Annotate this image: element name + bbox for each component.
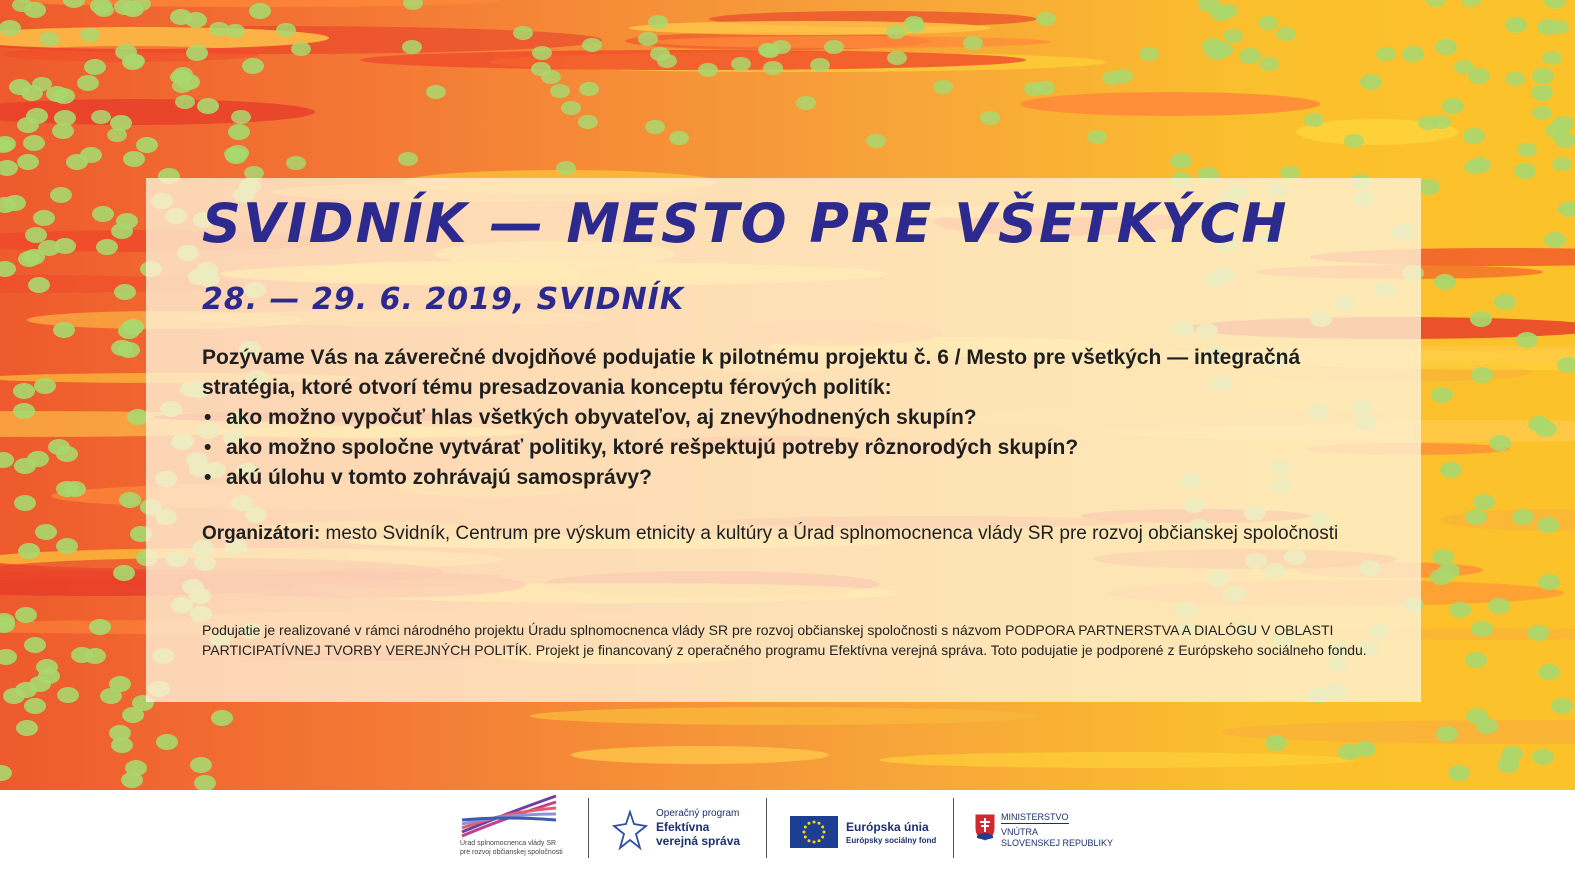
decorative-dot [1473,494,1495,510]
decorative-dot [1402,46,1424,62]
event-intro: Pozývame Vás na záverečné dvojdňové podujatie k pilotnému projektu č. 6 / Mesto pre všetkých — integračná stratégia, ktoré otvorí tému presadzovania konceptu férových politík: [202,346,1301,399]
divider [588,798,589,858]
decorative-dot [113,565,135,581]
question-text: ako možno spoločne vytvárať politiky, ktoré rešpektujú potreby rôznorodých skupín? [226,436,1079,459]
decorative-dot [17,154,39,170]
decorative-dot [125,54,145,68]
decorative-dot [209,22,229,36]
decorative-dot [963,36,983,50]
decorative-dot [13,403,35,419]
question-text: ako možno vypočuť hlas všetkých obyvateľov, aj znevýhodnených skupín? [226,406,977,429]
decorative-dot [531,62,551,76]
decorative-dot [1418,116,1438,130]
decorative-dot [1170,153,1192,169]
decorative-dot [1344,134,1364,148]
op-name-line1: Efektívna [656,820,710,834]
decorative-dot [1265,735,1287,751]
eu-star-icon [821,826,824,829]
decorative-dot [1139,47,1159,61]
list-item [202,403,1078,433]
decorative-streak [0,99,315,125]
bullet-icon: • [204,466,212,489]
decorative-dot [1442,98,1464,114]
decorative-dot [1551,698,1573,714]
decorative-dot [579,82,599,96]
decorative-dot [561,101,581,115]
eu-flag-logo-icon [790,816,838,848]
decorative-dot [1435,39,1457,55]
decorative-dot [1544,232,1566,248]
decorative-dot [1376,47,1396,61]
decorative-dot [13,383,35,399]
decorative-dot [77,75,99,91]
decorative-dot [33,210,55,226]
decorative-dot [1514,163,1536,179]
decorative-dot [125,760,147,776]
decorative-dot [249,3,271,19]
decorative-dot [28,277,50,293]
decorative-dot [645,120,665,134]
decorative-dot [80,28,100,42]
event-card [146,178,1421,702]
decorative-dot [1432,549,1454,565]
decorative-dot [1532,68,1554,84]
decorative-dot [933,80,953,94]
decorative-dot [136,137,158,153]
decorative-dot [1527,625,1549,641]
usv-logo-line2: pre rozvoj občianskej spoločnosti [460,849,563,856]
decorative-dot [1545,124,1565,138]
decorative-dot [276,23,296,37]
decorative-dot [402,40,422,54]
decorative-dot [1436,726,1458,742]
decorative-dot [1036,12,1056,26]
decorative-dot [29,676,51,692]
decorative-dot [1463,128,1485,144]
decorative-dot [887,51,907,65]
decorative-dot [0,765,12,781]
decorative-dot [824,40,844,54]
op-name-line2: verejná správa [656,834,741,848]
decorative-dot [0,649,17,665]
decorative-dot [1218,4,1238,18]
decorative-dot [190,757,212,773]
decorative-dot [648,15,668,29]
decorative-dot [1087,130,1107,144]
decorative-dot [54,110,76,126]
decorative-dot [156,734,178,750]
partner-logos-bar [0,790,1575,885]
decorative-dot [1276,27,1296,41]
decorative-dot [1532,106,1552,120]
decorative-dot [731,57,751,71]
decorative-dot [1464,160,1484,174]
decorative-dot [582,38,602,52]
decorative-dot [109,725,131,741]
decorative-dot [111,340,133,356]
eu-name: Európska únia [846,820,929,834]
ministry-logo [973,812,1123,852]
decorative-dot [1454,60,1474,74]
star-figure-logo-icon [608,806,652,856]
decorative-dot [1418,179,1440,195]
decorative-dot [1258,16,1278,30]
decorative-dot [100,688,122,704]
decorative-dot [89,619,111,635]
decorative-dot [23,135,45,151]
divider [953,798,954,858]
eu-star-icon [818,839,821,842]
decorative-dot [0,20,21,36]
decorative-dot [650,47,670,61]
decorative-dot [1465,652,1487,668]
decorative-dot [172,70,192,84]
decorative-dot [228,124,250,140]
decorative-dot [57,687,79,703]
decorative-dot [1471,367,1493,383]
decorative-dot [403,0,423,10]
decorative-dot [1471,621,1493,637]
decorative-dot [578,115,598,129]
organizers [202,519,1377,548]
usv-ros-logo [460,792,570,862]
list-item [202,463,1078,493]
eu-logo [790,816,940,856]
decorative-dot [14,495,36,511]
decorative-dot [1531,85,1553,101]
decorative-dot [398,152,418,166]
eu-star-icon [813,821,816,824]
decorative-dot [16,720,38,736]
decorative-dot [1259,57,1279,71]
decorative-dot [758,43,778,57]
decorative-dot [122,319,144,335]
decorative-dot [796,96,816,110]
decorative-dot [763,61,783,75]
eu-star-icon [823,831,826,834]
decorative-dot [50,187,72,203]
decorative-dot [669,131,689,145]
decorative-dot [638,32,658,46]
decorative-dot [231,110,251,124]
decorative-dot [886,25,906,39]
decorative-dot [0,160,18,176]
decorative-dot [1465,509,1487,525]
decorative-streak [571,746,829,764]
decorative-dot [66,154,88,170]
decorative-dot [513,26,533,40]
decorative-dot [25,227,47,243]
decorative-dot [94,3,114,17]
decorative-dot [91,110,111,124]
decorative-dot [35,524,57,540]
decorative-dot [56,446,78,462]
decorative-dot [116,213,138,229]
decorative-dot [96,239,118,255]
decorative-dot [904,16,924,30]
esf-name: Európsky sociálny fond [846,836,937,845]
decorative-dot [1535,421,1557,437]
eu-star-icon [821,836,824,839]
decorative-dot [1440,462,1462,478]
eu-star-icon [804,836,807,839]
decorative-dot [1516,332,1538,348]
decorative-dot [84,59,106,75]
decorative-dot [17,117,39,133]
decorative-dot [24,637,46,653]
decorative-dot [1505,72,1525,86]
decorative-dot [698,63,718,77]
funding-note: Podujatie je realizované v rámci národného projektu Úradu splnomocnenca vlády SR pre rozvoj občianskej spoločnosti s názvom PODPORA PARTNERSTVA A DIALÓGU V OBLASTI PARTICIPATÍVNEJ TVORBY VEREJNÝCH POLITÍK. Projekt je financovaný z operačného programu Efektívna verejná správa. Toto podujatie je podporené z Európskeho sociálneho fondu. [202,622,1367,658]
decorative-dot [532,46,552,60]
organizers-text: mesto Svidník, Centrum pre výskum etnicity a kultúry a Úrad splnomocnenca vlády SR pre rozvoj občianskej spoločnosti [320,523,1339,544]
decorative-dot [1223,29,1243,43]
eu-star-icon [804,826,807,829]
decorative-dot [92,206,114,222]
decorative-dot [9,79,31,95]
op-label: Operačný program [656,808,740,819]
decorative-dot [32,77,52,91]
decorative-dot [1239,48,1261,64]
decorative-dot [1542,51,1562,65]
decorative-dot [1476,718,1498,734]
decorative-dot [1360,74,1382,90]
decorative-dot [1538,574,1560,590]
question-text: akú úlohu v tomto zohrávajú samosprávy? [226,466,652,489]
decorative-dot [1354,741,1376,757]
decorative-dot [119,492,141,508]
decorative-dot [1489,435,1511,451]
decorative-dot [291,42,311,56]
decorative-dot [63,0,85,8]
decorative-streak [360,50,1026,70]
decorative-dot [1113,69,1133,83]
ministry-line2: VNÚTRA [1001,827,1039,837]
decorative-dot [15,607,37,623]
decorative-dot [123,151,145,167]
decorative-dot [1497,757,1519,773]
decorative-streak [530,707,1042,725]
decorative-dot [34,378,56,394]
decorative-dot [53,322,75,338]
decorative-dot [0,261,16,277]
decorative-dot [242,58,264,74]
eu-star-icon [808,839,811,842]
list-item [202,433,1078,463]
decorative-dot [810,58,830,72]
decorative-dot [38,240,60,256]
ministry-line1: MINISTERSTVO [1001,812,1069,822]
decorative-dot [1549,20,1569,34]
decorative-dot [197,98,219,114]
decorative-dot [1035,81,1055,95]
decorative-dot [1461,0,1481,7]
eu-star-icon [803,831,806,834]
decorative-dot [1494,294,1516,310]
decorative-dot [1449,602,1471,618]
decorative-dot [175,95,195,109]
eu-star-icon [808,822,811,825]
decorative-dot [211,710,233,726]
ministry-line3: SLOVENSKEJ REPUBLIKY [1001,838,1114,848]
decorative-dot [24,698,46,714]
decorative-dot [1304,113,1324,127]
decorative-dot [107,128,127,142]
decorative-dot [27,451,49,467]
event-date-location: 28. — 29. 6. 2019, SVIDNÍK [202,282,685,317]
decorative-dot [550,84,570,98]
eu-star-icon [818,822,821,825]
decorative-dot [1537,517,1559,533]
decorative-dot [39,32,59,46]
decorative-dot [866,134,886,148]
decorative-dot [1206,46,1226,60]
decorative-dot [194,775,216,790]
op-evs-logo [608,806,753,861]
decorative-dot [18,543,40,559]
decorative-dot [1448,765,1470,781]
decorative-dot [1552,157,1572,171]
decorative-dot [186,45,208,61]
decorative-dot [1538,664,1560,680]
decorative-streak [879,752,1355,768]
divider [766,798,767,858]
bullet-icon: • [204,436,212,459]
decorative-dot [556,161,576,175]
decorative-dot [1544,0,1566,9]
decorative-dot [224,147,244,161]
decorative-dot [1517,143,1537,157]
eu-star-icon [813,841,816,844]
decorative-dot [1434,274,1456,290]
decorative-dot [1431,387,1453,403]
decorative-streak [629,21,991,35]
decorative-dot [1532,749,1554,765]
bullet-icon: • [204,406,212,429]
decorative-dot [286,156,306,170]
decorative-dot [1512,509,1534,525]
decorative-dot [1430,569,1452,585]
decorative-dot [1505,17,1527,33]
decorative-dot [1558,201,1575,217]
organizers-label: Organizátori: [202,523,321,544]
event-title: SVIDNÍK — MESTO PRE VŠETKÝCH [202,192,1289,255]
decorative-dot [426,85,446,99]
decorative-dot [980,111,1000,125]
decorative-streak [651,36,1051,48]
decorative-dot [56,481,78,497]
question-list [202,403,1078,493]
decorative-dot [3,688,25,704]
decorative-dot [114,284,136,300]
decorative-dot [0,452,14,468]
decorative-dot [1488,598,1510,614]
usv-rainbow-logo-icon [460,792,560,838]
decorative-dot [170,9,192,25]
decorative-dot [1426,0,1446,7]
decorative-dot [1470,311,1492,327]
decorative-dot [84,648,106,664]
decorative-streak [1020,92,1320,116]
slovak-coat-of-arms-logo-icon [973,812,997,842]
decorative-dot [56,538,78,554]
usv-logo-line1: Úrad splnomocnenca vlády SR [460,840,557,847]
